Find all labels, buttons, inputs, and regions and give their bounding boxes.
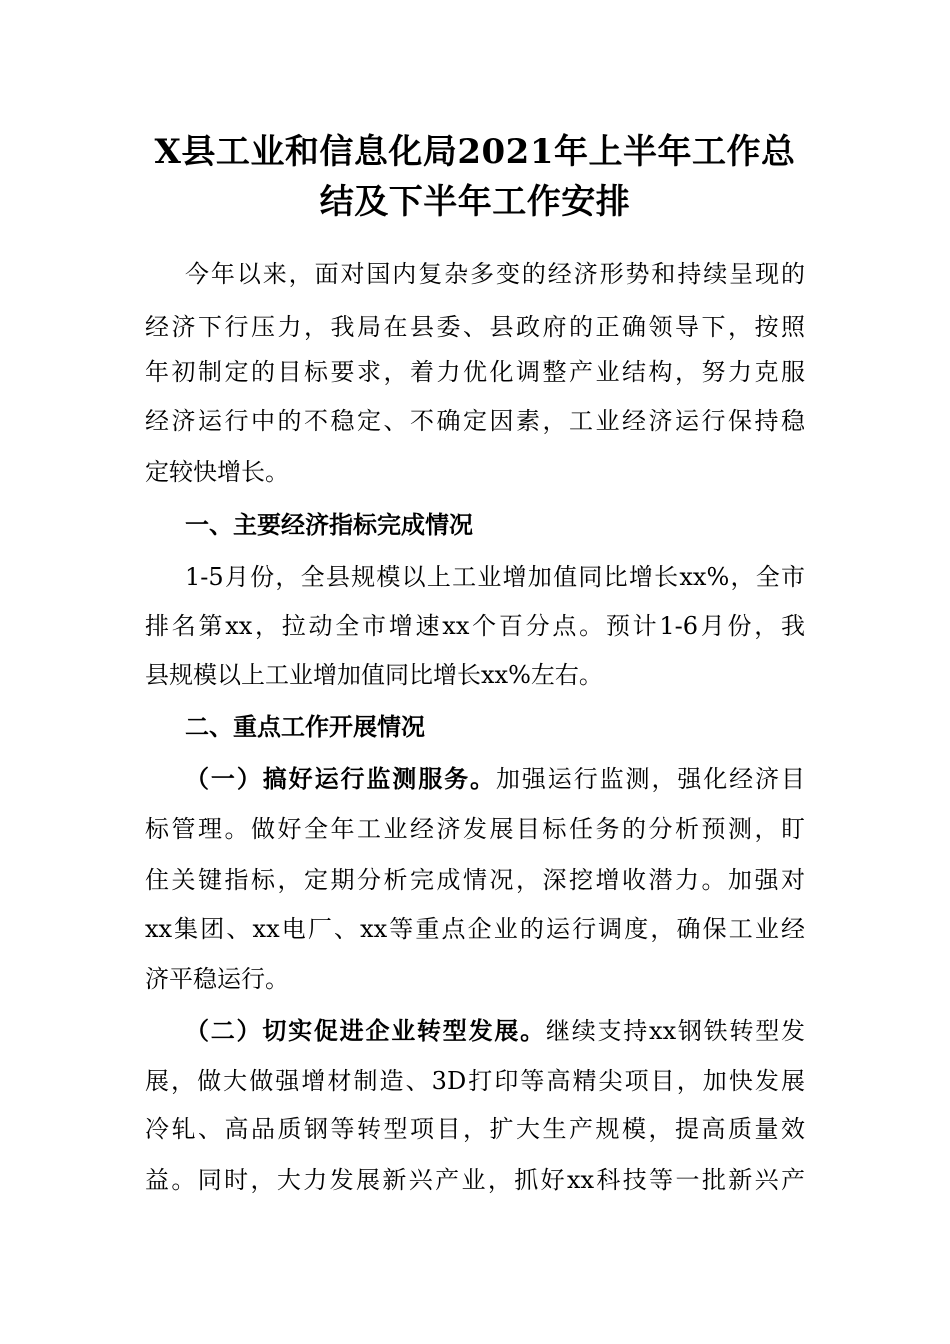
- section-heading-1: 一、主要经济指标完成情况: [185, 510, 473, 539]
- sub2-first-line: [185, 1014, 805, 1048]
- sub1-line: 济平稳运行。: [145, 965, 289, 993]
- section-heading-2: 二、重点工作开展情况: [185, 712, 425, 741]
- sub1-first-line: [185, 762, 805, 796]
- sub2-line: 展，做大做强增材制造、3D打印等高精尖项目，加快发展: [145, 1067, 805, 1095]
- sub2-first-line-text: 继续支持xx钢铁转型发: [545, 1017, 806, 1045]
- sub1-heading: （一）搞好运行监测服务。: [185, 764, 496, 793]
- intro-line: 经济运行中的不稳定、不确定因素，工业经济运行保持稳: [145, 407, 805, 435]
- sub1-line: xx集团、xx电厂、xx等重点企业的运行调度，确保工业经: [145, 915, 805, 943]
- document-title-line-2: 结及下半年工作安排: [319, 182, 631, 222]
- document-title-line-1: X县工业和信息化局2021年上半年工作总: [154, 132, 796, 172]
- sub1-first-line-text: 加强运行监测，强化经济目: [495, 765, 806, 793]
- sub2-line: 益。同时，大力发展新兴产业，抓好xx科技等一批新兴产: [145, 1166, 805, 1194]
- sub1-line: 住关键指标，定期分析完成情况，深挖增收潜力。加强对: [145, 866, 805, 894]
- section1-line: 排名第xx，拉动全市增速xx个百分点。预计1-6月份，我: [145, 612, 805, 640]
- sub2-line: 冷轧、高品质钢等转型项目，扩大生产规模，提高质量效: [145, 1115, 805, 1143]
- intro-line: 今年以来，面对国内复杂多变的经济形势和持续呈现的: [185, 260, 805, 288]
- intro-line: 定较快增长。: [145, 458, 289, 486]
- section1-line: 县规模以上工业增加值同比增长xx%左右。: [145, 661, 603, 689]
- sub2-heading: （二）切实促进企业转型发展。: [185, 1016, 546, 1045]
- intro-line: 年初制定的目标要求，着力优化调整产业结构，努力克服: [145, 358, 805, 386]
- section1-line: 1-5月份，全县规模以上工业增加值同比增长xx%，全市: [185, 563, 805, 591]
- sub1-line: 标管理。做好全年工业经济发展目标任务的分析预测，盯: [145, 815, 805, 843]
- intro-line: 经济下行压力，我局在县委、县政府的正确领导下，按照: [145, 313, 805, 341]
